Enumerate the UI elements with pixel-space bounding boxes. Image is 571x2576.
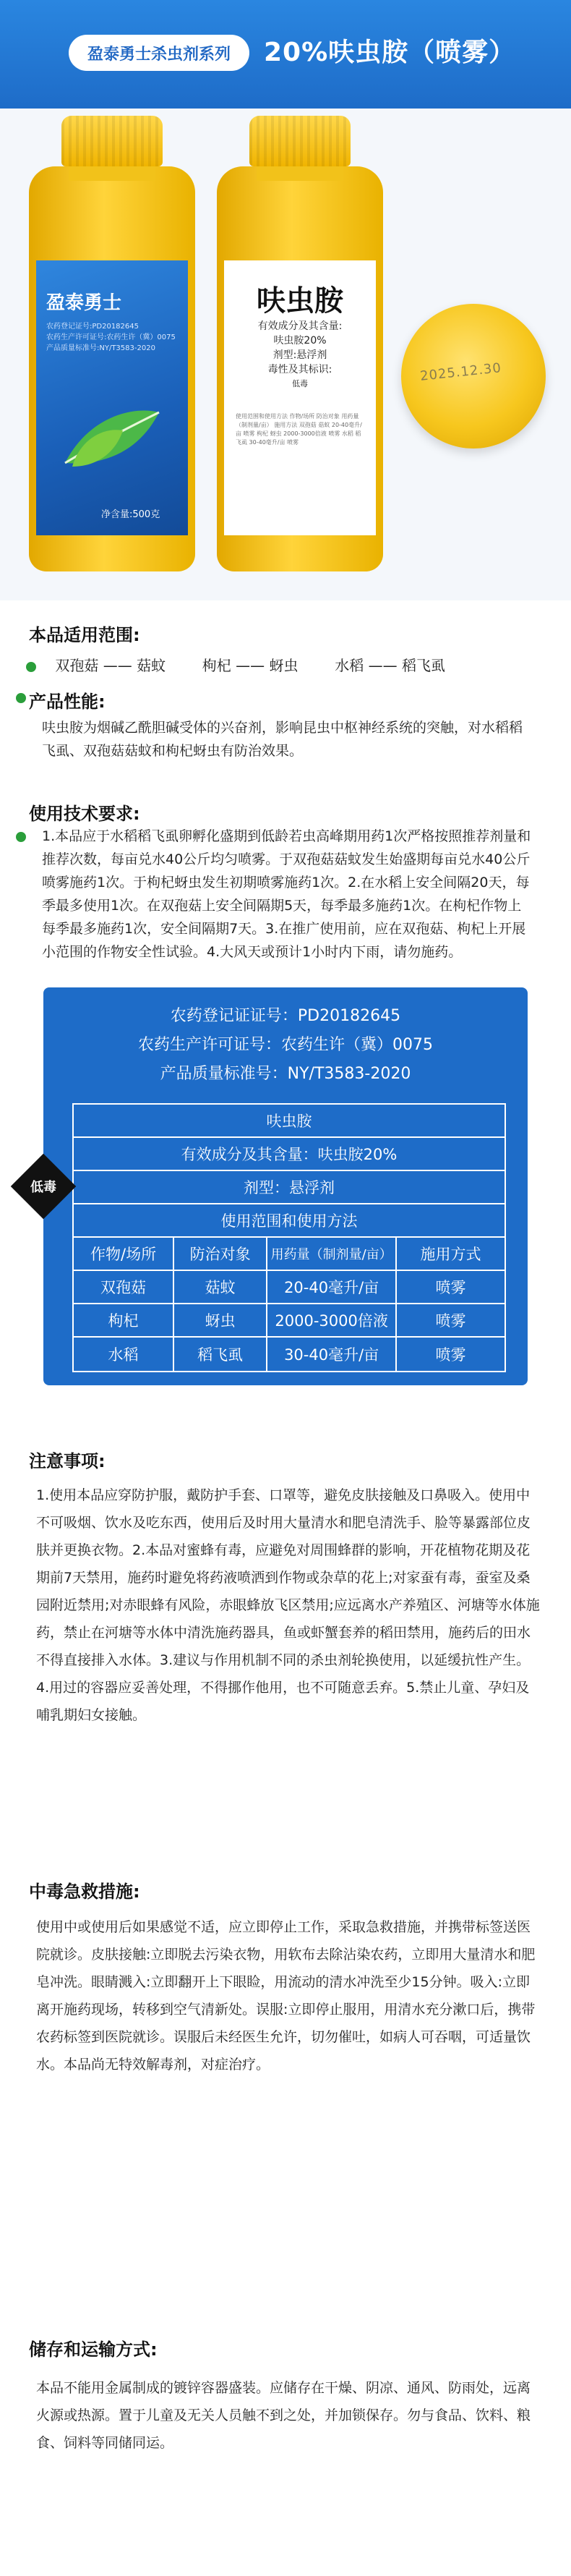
bottle-back [217, 166, 383, 571]
production-license: 农药生产许可证号：农药生许（冀）0075 [138, 1036, 433, 1054]
table-row: 剂型：悬浮剂 [74, 1171, 505, 1204]
bullet-icon [16, 832, 26, 842]
scope-title: 本品适用范围: [29, 625, 140, 645]
scope-pest-2: 蚜虫 [269, 657, 299, 674]
scope-pest-3: 稻飞虱 [401, 657, 445, 674]
quality-standard: 产品质量标准号：NY/T3583-2020 [160, 1065, 411, 1083]
bottle-front-label [36, 260, 188, 535]
bottle-back-label: 呋虫胺 有效成分及其含量: 呋虫胺20% 剂型:悬浮剂 毒性及其标识: 低毒 使用范围和使用方法 作物/场所 防治对象 用药量（制剂量/亩） 施用方法 双孢菇 菇蚊 20-40毫升/亩 喷雾 枸杞 蚜虫 2000-3000倍液 喷雾 水稻 稻飞虱 30-40毫升/亩 喷雾 [224, 260, 376, 535]
table-row: 使用范围和使用方法 [74, 1204, 505, 1238]
bottle-toxicity-mark: 低毒 [292, 379, 308, 388]
header-banner [0, 0, 571, 109]
notes-text: 1.使用本品应穿防护服，戴防护手套、口罩等，避免皮肤接触及口鼻吸入。使用中不可吸烟、饮水及吃东西，使用后及时用大量清水和肥皂清洗手、脸等暴露部位皮肤并更换衣物。2.本品对蜜蜂有毒，应避免对周围蜂群的影响，开花植物花期及花期前7天禁用，施药时避免将药液喷洒到作物或杂草的花上;对家蚕有毒，蚕室及桑园附近禁用;对赤眼蜂有风险，赤眼蜂放飞区禁用;应远离水产养殖区、河塘等水体施药，禁止在河塘等水体中清洗施药器具，鱼或虾蟹套养的稻田禁用，施药后的田水不得直接排入水体。3.建议与作用机制不同的杀虫剂轮换使用，以延缓抗性产生。4.用过的容器应妥善处理，不得挪作他用，也不可随意丢弃。5.禁止儿童、孕妇及哺乳期妇女接触。 [36, 1487, 540, 1723]
net-content: 净含量:500克 [101, 509, 160, 520]
usage-table [72, 1103, 506, 1372]
bottle-product-name: 呋虫胺 [257, 284, 343, 318]
table-row: 枸杞 蚜虫 2000-3000倍液 喷雾 [74, 1304, 505, 1338]
series-badge: 盈泰勇士杀虫剂系列 [69, 35, 249, 71]
bottle-front [29, 166, 195, 571]
performance-title: 产品性能: [29, 692, 106, 712]
cap-top-view [401, 304, 546, 449]
scope-list: 双孢菇 —— 菇蚊 枸杞 —— 蚜虫 水稻 —— 稻飞虱 [26, 654, 445, 675]
technique-title: 使用技术要求: [29, 804, 140, 824]
registration-number: 农药登记证证号：PD20182645 [170, 1007, 401, 1025]
bullet-icon [16, 693, 26, 703]
table-row: 有效成分及其含量：呋虫胺20% [74, 1138, 505, 1171]
table-row: 双孢菇 菇蚊 20-40毫升/亩 喷雾 [74, 1271, 505, 1304]
bottle-small-text: 农药登记证号:PD20182645 农药生产许可证号:农药生许（冀）0075 产品质量标准号:NY/T3583-2020 [46, 323, 176, 352]
label-info-card [43, 987, 528, 1385]
table-header-row: 作物/场所 防治对象 用药量（制剂量/亩） 施用方式 [74, 1238, 505, 1271]
bottle-front-cap [61, 116, 163, 166]
toxicity-diamond: 低毒 [11, 1154, 77, 1220]
storage-text: 本品不能用金属制成的镀锌容器盛装。应储存在干燥、阴凉、通风、防雨处，远离火源或热源。置于儿童及无关人员触不到之处，并加锁保存。勿与食品、饮料、粮食、饲料等同储同运。 [36, 2380, 531, 2451]
leaf-icon [58, 398, 166, 477]
scope-crop-1: 双孢菇 [55, 657, 99, 674]
storage-title: 储存和运输方式: [29, 2339, 158, 2360]
table-row: 呋虫胺 [74, 1105, 505, 1138]
bottle-back-cap [249, 116, 351, 166]
bottle-fine-print: 使用范围和使用方法 作物/场所 防治对象 用药量（制剂量/亩） 施用方法 双孢菇 菇蚊 20-40毫升/亩 喷雾 枸杞 蚜虫 2000-3000倍液 喷雾 水稻 稻飞虱 30-40毫升/亩 喷雾 [236, 413, 362, 446]
scope-crop-2: 枸杞 [202, 657, 231, 674]
first-aid-title: 中毒急救措施: [29, 1882, 140, 1902]
first-aid-text: 使用中或使用后如果感觉不适，应立即停止工作，采取急救措施，并携带标签送医院就诊。皮肤接触:立即脱去污染衣物，用软布去除沾染农药，立即用大量清水和肥皂冲洗。眼睛溅入:立即翻开上下眼睑，用流动的清水冲洗至少15分钟。吸入:立即离开施药现场，转移到空气清新处。误服:立即停止服用，用清水充分漱口后，携带农药标签到医院就诊。误服后未经医生允许，切勿催吐，如病人可吞咽，可适量饮水。本品尚无特效解毒剂，对症治疗。 [36, 1919, 536, 2073]
scope-crop-3: 水稻 [335, 657, 364, 674]
page-title: 20%呋虫胺（喷雾） [264, 38, 516, 67]
table-row: 水稻 稻飞虱 30-40毫升/亩 喷雾 [74, 1338, 505, 1371]
production-date: 2025.12.30 [419, 360, 502, 384]
performance-text: 呋虫胺为烟碱乙酰胆碱受体的兴奋剂，影响昆虫中枢神经系统的突触，对水稻稻飞虱、双孢菇菇蚊和枸杞蚜虫有防治效果。 [42, 720, 523, 759]
product-hero [0, 109, 571, 600]
technique-text: 1.本品应于水稻稻飞虱卵孵化盛期到低龄若虫高峰期用药1次严格按照推荐剂量和推荐次数，每亩兑水40公斤均匀喷雾。于双孢菇菇蚊发生始盛期每亩兑水40公斤喷雾施药1次。于枸杞蚜虫发生初期喷雾施药1次。2.在水稻上安全间隔20天，每季最多使用1次。在双孢菇上安全间隔期5天，每季最多施药1次。在枸杞作物上每季最多施药1次，安全间隔期7天。3.在推广使用前，应在双孢菇、枸杞上开展小范围的作物安全性试验。4.大风天或预计1小时内下雨，请勿施药。 [42, 828, 531, 960]
scope-pest-1: 菇蚊 [137, 657, 166, 674]
notes-title: 注意事项: [29, 1451, 106, 1471]
bullet-icon [26, 662, 36, 672]
brand-name: 盈泰勇士 [46, 292, 122, 314]
